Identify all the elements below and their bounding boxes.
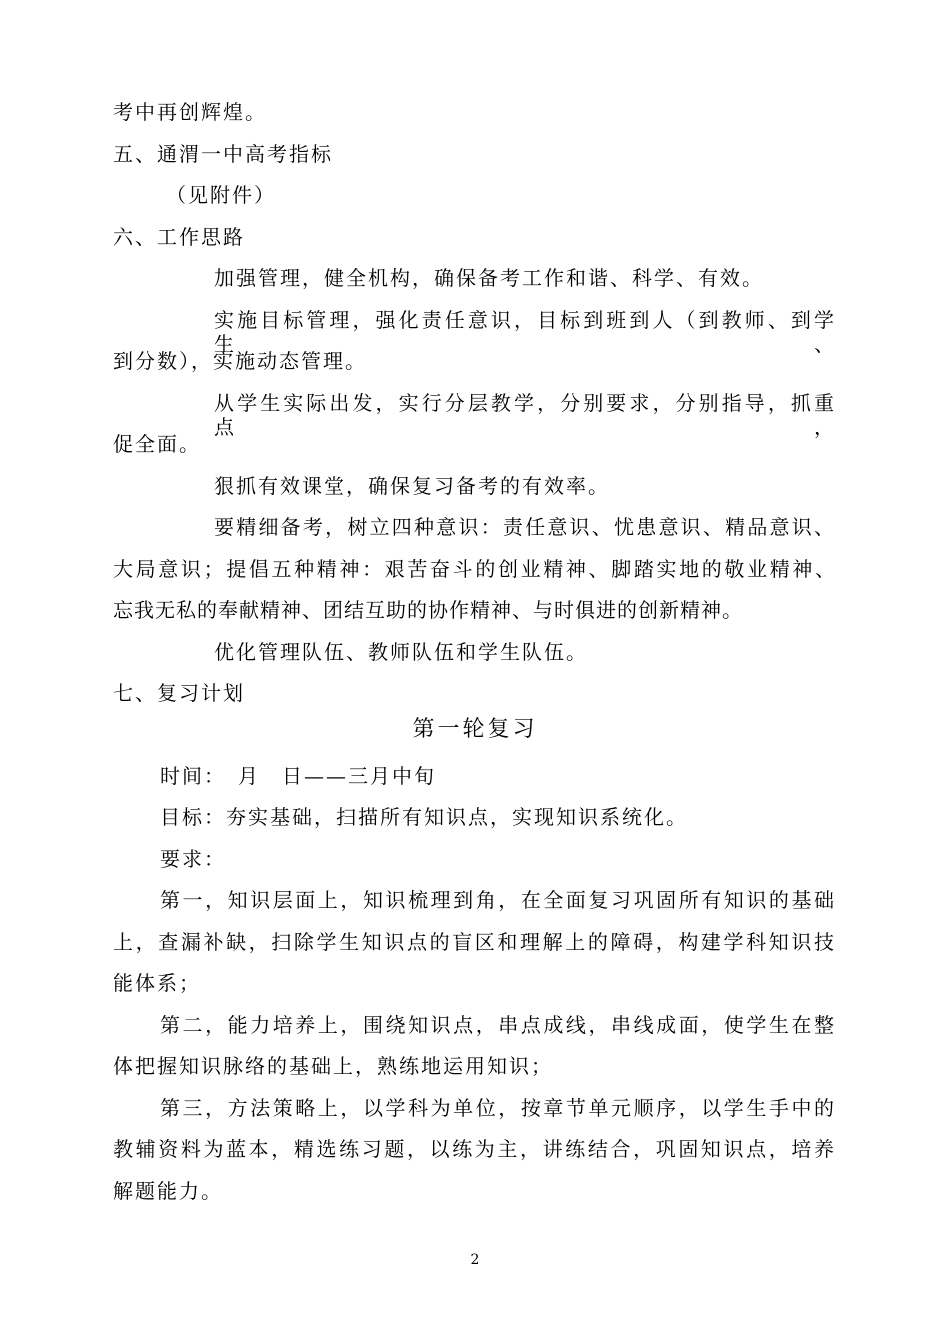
paragraph-line: 大局意识；提倡五种精神：艰苦奋斗的创业精神、脚踏实地的敬业精神、: [113, 557, 836, 581]
paragraph-line: 忘我无私的奉献精神、团结互助的协作精神、与时俱进的创新精神。: [113, 598, 743, 622]
paragraph-line: 解题能力。: [113, 1179, 223, 1203]
paragraph-line: 从学生实际出发，实行分层教学，分别要求，分别指导，抓重点，: [214, 391, 836, 439]
paragraph-line: 时间： 月 日——三月中旬: [160, 764, 436, 788]
paragraph-line: 第二，能力培养上，围绕知识点，串点成线，串线成面，使学生在整: [160, 1013, 836, 1037]
section-heading-five: 五、通渭一中高考指标: [113, 142, 333, 166]
paragraph-line: 优化管理队伍、教师队伍和学生队伍。: [214, 640, 588, 664]
section-heading-first-round: 第一轮复习: [412, 717, 538, 742]
paragraph-line: 目标：夯实基础，扫描所有知识点，实现知识系统化。: [160, 805, 688, 829]
paragraph-line: 要精细备考，树立四种意识：责任意识、忧患意识、精品意识、: [214, 515, 836, 539]
paragraph-line: 实施目标管理，强化责任意识，目标到班到人（到教师、到学生、: [214, 308, 836, 356]
paragraph-line: 第三，方法策略上，以学科为单位，按章节单元顺序，以学生手中的: [160, 1096, 836, 1120]
paragraph-line: 考中再创辉煌。: [113, 100, 267, 124]
paragraph-line: 促全面。: [113, 432, 201, 456]
paragraph-line: 能体系；: [113, 971, 201, 995]
paragraph-line: 加强管理，健全机构，确保备考工作和谐、科学、有效。: [214, 266, 764, 290]
paragraph-line: 教辅资料为蓝本，精选练习题，以练为主，讲练结合，巩固知识点，培养: [113, 1137, 836, 1161]
paragraph-line: 到分数），实施动态管理。: [113, 349, 367, 373]
section-heading-six: 六、工作思路: [113, 225, 245, 249]
paragraph-line: 狠抓有效课堂，确保复习备考的有效率。: [214, 474, 610, 498]
paragraph-line: 上，查漏补缺，扫除学生知识点的盲区和理解上的障碍，构建学科知识技: [113, 930, 836, 954]
page-number: 2: [470, 1252, 480, 1268]
paragraph-line: 第一，知识层面上，知识梳理到角，在全面复习巩固所有知识的基础: [160, 888, 836, 912]
paragraph-line: （见附件）: [166, 183, 276, 207]
paragraph-line: 体把握知识脉络的基础上，熟练地运用知识；: [113, 1054, 553, 1078]
paragraph-line: 要求：: [160, 847, 226, 871]
section-heading-seven: 七、复习计划: [113, 681, 245, 705]
